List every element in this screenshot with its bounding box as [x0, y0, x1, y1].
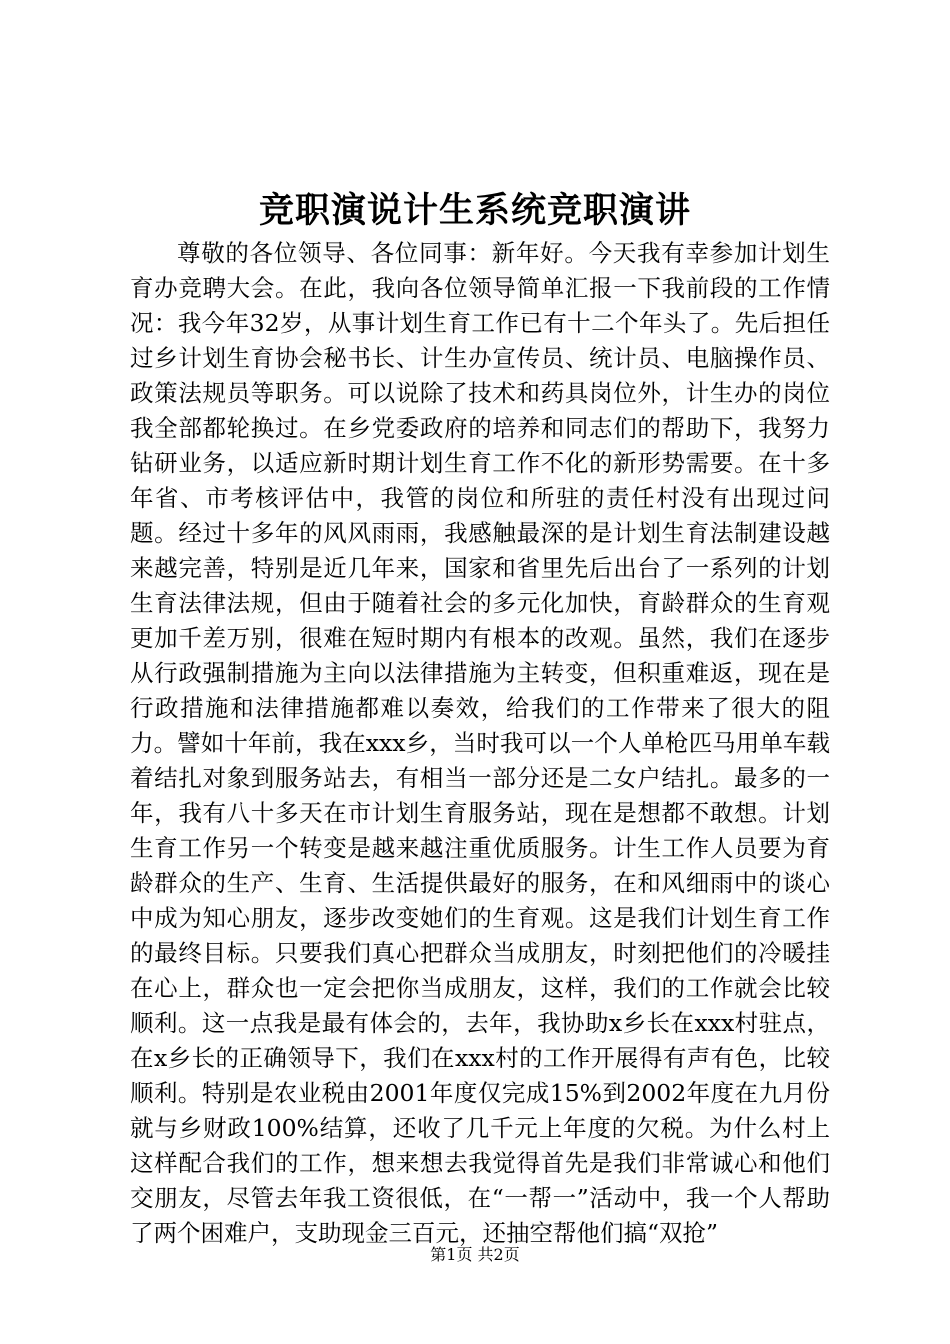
document-body-paragraph: 尊敬的各位领导、各位同事：新年好。今天我有幸参加计划生育办竞聘大会。在此，我向各位领导简单汇报一下我前段的工作情况：我今年32岁，从事计划生育工作已有十二个年头了。先后担任过乡计划生育协会秘书长、计生办宣传员、统计员、电脑操作员、政策法规员等职务。可以说除了技术和药具岗位外，计生办的岗位我全部都轮换过。在乡党委政府的培养和同志们的帮助下，我努力钻研业务，以适应新时期计划生育工作不化的新形势需要。在十多年省、市考核评估中，我管的岗位和所驻的责任村没有出现过问题。经过十多年的风风雨雨，我感触最深的是计划生育法制建设越来越完善，特别是近几年来，国家和省里先后出台了一系列的计划生育法律法规，但由于随着社会的多元化加快，育龄群众的生育观更加千差万别，很难在短时期内有根本的改观。虽然，我们在逐步从行政强制措施为主向以法律措施为主转变，但积重难返，现在是行政措施和法律措施都难以奏效，给我们的工作带来了很大的阻力。譬如十年前，我在xxx乡，当时我可以一个人单枪匹马用单车载着结扎对象到服务站去，有相当一部分还是二女户结扎。最多的一年，我有八十多天在市计划生育服务站，现在是想都不敢想。计划生育工作另一个转变是越来越注重优质服务。计生工作人员要为育龄群众的生产、生育、生活提供最好的服务，在和风细雨中的谈心中成为知心朋友，逐步改变她们的生育观。这是我们计划生育工作的最终目标。只要我们真心把群众当成朋友，时刻把他们的冷暖挂在心上，群众也一定会把你当成朋友，这样，我们的工作就会比较顺利。这一点我是最有体会的，去年，我协助x乡长在xxx村驻点，在x乡长的正确领导下，我们在xxx村的工作开展得有声有色，比较顺利。特别是农业税由2001年度仅完成15%到2002年度在九月份就与乡财政100%结算，还收了几千元上年度的欠税。为什么村上这样配合我们的工作，想来想去我觉得首先是我们非常诚心和他们交朋友，尽管去年我工资很低，在“一帮一”活动中，我一个人帮助了两个困难户，支助现金三百元，还抽空帮他们搞“双抢”: [130, 239, 830, 1247]
document-title: 竞职演说计生系统竞职演讲: [258, 190, 691, 231]
page-footer: 第1页 共2页: [430, 1245, 520, 1264]
